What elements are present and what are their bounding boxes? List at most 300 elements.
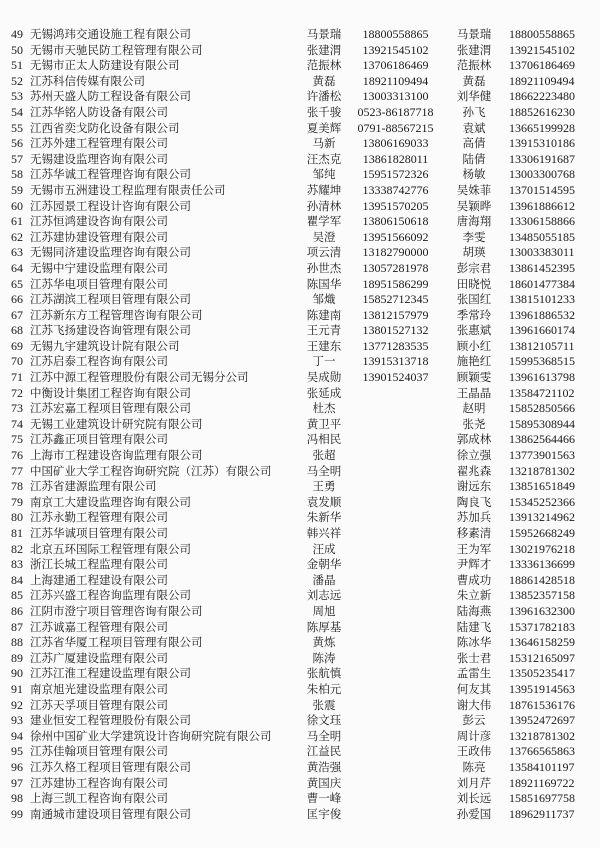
row-number: 80 <box>11 510 23 525</box>
company-name: 江苏科信传媒有限公司 <box>30 73 145 88</box>
contact-phone-1 <box>352 807 439 823</box>
company-name: 中国矿业大学工程咨询研究院（江苏）有限公司 <box>30 463 272 478</box>
company-name: 江苏江淮工程建设监理有限公司 <box>30 666 191 681</box>
company-name: 江阴市澄宁项目管理咨询有限公司 <box>30 603 203 618</box>
company-name: 江苏永勤工程管理有限公司 <box>30 510 168 525</box>
company-name: 南京旭光建设监理有限公司 <box>30 681 168 696</box>
contact-person-2: 李雯 <box>462 229 486 244</box>
contact-person-2: 唐海翔 <box>456 214 492 229</box>
contact-phone-2: 13701514595 <box>509 182 575 197</box>
contact-person-2: 王晶晶 <box>456 385 492 400</box>
contact-phone-1 <box>352 401 439 417</box>
contact-phone-1: 18951586299 <box>362 276 429 291</box>
contact-person-1: 孙世杰 <box>306 260 342 275</box>
contact-person-2: 周计彦 <box>456 728 492 743</box>
company-name: 浙江长城工程监理有限公司 <box>30 557 168 572</box>
table-row <box>4 27 599 43</box>
contact-phone-2: 13021976218 <box>509 541 575 556</box>
contact-table-body <box>4 27 599 822</box>
contact-person-2: 曹成功 <box>456 572 492 587</box>
contact-phone-2: 13003383011 <box>509 245 575 260</box>
contact-person-2: 吴姝菲 <box>456 182 492 197</box>
contact-phone-1 <box>352 713 439 729</box>
contact-person-1: 孙清林 <box>306 198 342 213</box>
company-name: 无锡工业建筑设计研究院有限公司 <box>30 416 203 431</box>
contact-phone-1 <box>352 760 439 776</box>
company-name: 江苏新东方工程管理咨询有限公司 <box>30 307 203 322</box>
company-name: 江苏佳翰项目管理有限公司 <box>30 744 168 759</box>
contact-person-1: 张延成 <box>306 385 342 400</box>
table-row <box>4 682 599 698</box>
company-name: 江苏华电项目管理有限公司 <box>30 276 168 291</box>
company-name: 江苏广厦建设监理有限公司 <box>30 650 168 665</box>
table-row <box>4 464 599 480</box>
company-name: 江苏恒鸿建设咨询有限公司 <box>30 214 168 229</box>
contact-phone-2: 13485055185 <box>509 229 575 244</box>
contact-phone-1 <box>352 479 439 495</box>
company-name: 无锡市正太人防建设有限公司 <box>30 58 180 73</box>
row-number: 75 <box>11 432 23 447</box>
contact-person-2: 张国红 <box>456 292 492 307</box>
table-row <box>4 74 599 90</box>
contact-person-2: 谢远东 <box>456 479 492 494</box>
contact-person-2: 高倩 <box>462 136 486 151</box>
contact-phone-2: 15852850566 <box>509 401 575 416</box>
contact-phone-1: 0523-86187718 <box>357 104 434 119</box>
contact-phone-1: 13901524037 <box>362 370 429 385</box>
contact-phone-1 <box>352 791 439 807</box>
contact-person-1: 韩兴祥 <box>306 526 342 540</box>
row-number: 93 <box>11 713 23 728</box>
table-row <box>4 261 599 277</box>
table-row <box>4 105 599 121</box>
row-number: 79 <box>11 494 23 509</box>
company-name: 建业恒安工程管理股份有限公司 <box>30 713 191 728</box>
contact-person-2: 谢大伟 <box>456 697 492 712</box>
table-row <box>4 58 599 74</box>
contact-person-1: 马全明 <box>306 728 342 743</box>
table-row <box>4 89 599 105</box>
contact-phone-1 <box>352 495 439 511</box>
row-number: 51 <box>11 58 23 73</box>
row-number: 74 <box>11 416 23 431</box>
table-row <box>4 526 599 542</box>
row-number: 78 <box>11 479 23 494</box>
contact-person-2: 郭成林 <box>456 432 492 447</box>
company-name: 江苏园景工程设计咨询有限公司 <box>30 198 191 213</box>
contact-person-1: 张建渭 <box>306 42 342 57</box>
company-name: 江苏中源工程管理股份有限公司无锡分公司 <box>30 370 249 385</box>
table-row <box>4 776 599 792</box>
table-row <box>4 744 599 760</box>
contact-phone-2: 13306191687 <box>509 151 575 166</box>
table-row <box>4 432 599 448</box>
contact-person-2: 施艳红 <box>456 354 492 369</box>
contact-phone-1: 13951566092 <box>362 229 429 244</box>
table-row <box>4 635 599 651</box>
contact-person-1: 袁发顺 <box>306 494 342 509</box>
row-number: 61 <box>11 214 23 229</box>
contact-phone-1 <box>352 604 439 620</box>
contact-person-1: 邹熾 <box>312 292 336 307</box>
table-row <box>4 791 599 807</box>
table-row <box>4 354 599 370</box>
contact-person-1: 周旭 <box>312 603 336 618</box>
contact-person-1: 邹纯 <box>312 167 336 182</box>
table-row <box>4 183 599 199</box>
company-name: 江苏湖滨工程项目管理有限公司 <box>30 292 191 307</box>
company-name: 江苏兴盛工程咨询监理有限公司 <box>30 588 191 603</box>
table-row <box>4 339 599 355</box>
company-name: 江苏宏嘉工程项目管理有限公司 <box>30 401 191 416</box>
table-row <box>4 308 599 324</box>
row-number: 76 <box>11 448 23 463</box>
contact-phone-1 <box>352 635 439 651</box>
company-name: 江苏省建源监理有限公司 <box>30 479 157 494</box>
contact-person-2: 彭宗君 <box>456 260 492 275</box>
company-name: 无锡市五洲建设工程监理有限责任公司 <box>30 182 226 197</box>
contact-phone-2: 18601477384 <box>509 276 575 291</box>
contact-person-2: 刘长远 <box>456 791 492 806</box>
table-row <box>4 760 599 776</box>
table-row <box>4 651 599 667</box>
contact-person-2: 孙飞 <box>462 104 486 119</box>
contact-phone-1: 13915313718 <box>362 354 429 369</box>
row-number: 92 <box>11 697 23 712</box>
contact-person-1: 王建东 <box>306 338 342 353</box>
company-name: 江苏诚嘉工程管理有限公司 <box>30 619 168 634</box>
table-row <box>4 604 599 620</box>
contact-person-1: 曹一峰 <box>306 791 342 806</box>
contact-phone-1: 13861828011 <box>362 151 429 166</box>
contact-person-1: 朱柏元 <box>306 681 342 696</box>
contact-person-1: 黄浩强 <box>306 759 342 774</box>
contact-person-1: 项云清 <box>306 245 342 260</box>
contact-phone-1 <box>352 448 439 464</box>
contact-phone-1: 13801527132 <box>362 323 429 338</box>
contact-phone-2: 13773901563 <box>509 448 575 463</box>
contact-phone-2: 18962911737 <box>509 806 575 821</box>
table-row <box>4 698 599 714</box>
contact-person-1: 江益民 <box>306 744 342 759</box>
row-number: 87 <box>11 619 23 634</box>
contact-phone-1 <box>352 417 439 433</box>
contact-phone-2: 15995368515 <box>509 354 575 369</box>
contact-person-2: 刘月芹 <box>456 775 492 790</box>
row-number: 62 <box>11 229 23 244</box>
table-row <box>4 573 599 589</box>
row-number: 70 <box>11 354 23 369</box>
company-name: 南通城市建设项目管理有限公司 <box>30 806 191 821</box>
contact-person-1: 王元青 <box>306 323 342 338</box>
row-number: 98 <box>11 791 23 806</box>
company-name: 苏州天盛人防工程设备有限公司 <box>30 89 191 104</box>
row-number: 59 <box>11 182 23 197</box>
row-number: 84 <box>11 572 23 587</box>
contact-phone-2: 13336136699 <box>509 557 575 572</box>
contact-person-2: 张士君 <box>456 650 492 665</box>
row-number: 94 <box>11 728 23 743</box>
table-row <box>4 43 599 59</box>
table-row <box>4 620 599 636</box>
row-number: 49 <box>11 27 23 41</box>
contact-person-1: 吴成勋 <box>306 370 342 385</box>
contact-phone-2: 15851697758 <box>509 791 575 806</box>
contact-phone-1 <box>352 573 439 589</box>
table-row <box>4 292 599 308</box>
contact-person-1: 吴澄 <box>312 229 336 244</box>
row-number: 58 <box>11 167 23 182</box>
contact-person-2: 杨敏 <box>462 167 486 182</box>
contact-person-2: 张建渭 <box>456 42 492 57</box>
contact-phone-2: 13584721102 <box>509 385 575 400</box>
contact-phone-2: 13961613798 <box>509 370 575 385</box>
row-number: 99 <box>11 806 23 821</box>
row-number: 82 <box>11 541 23 556</box>
contact-phone-2: 15345252366 <box>509 494 575 509</box>
contact-person-1: 张航慎 <box>306 666 342 681</box>
company-name: 上海市工程建设咨询监理有限公司 <box>30 448 203 463</box>
contact-phone-1 <box>352 432 439 448</box>
contact-table <box>4 27 599 822</box>
contact-phone-1 <box>352 557 439 573</box>
row-number: 50 <box>11 42 23 57</box>
contact-person-2: 翟兆森 <box>456 463 492 478</box>
contact-person-2: 黄磊 <box>462 73 486 88</box>
row-number: 53 <box>11 89 23 104</box>
company-name: 江苏飞扬建设咨询管理有限公司 <box>30 323 191 338</box>
company-name: 徐州中国矿业大学建筑设计咨询研究院有限公司 <box>30 728 272 743</box>
company-name: 无锡同济建设监理咨询有限公司 <box>30 245 191 260</box>
table-row <box>4 448 599 464</box>
company-name: 南京工大建设监理咨询有限公司 <box>30 494 191 509</box>
company-name: 北京五环国际工程管理有限公司 <box>30 541 191 556</box>
table-row <box>4 323 599 339</box>
row-number: 67 <box>11 307 23 322</box>
contact-phone-1 <box>352 464 439 480</box>
table-row <box>4 167 599 183</box>
contact-person-2: 陆倩 <box>462 151 486 166</box>
contact-phone-1 <box>352 386 439 402</box>
contact-person-1: 夏美辉 <box>306 120 342 135</box>
contact-phone-2: 13952472697 <box>509 713 575 728</box>
contact-phone-2: 13913214962 <box>509 510 575 525</box>
contact-phone-2: 18861428518 <box>509 572 575 587</box>
contact-phone-1: 13338742776 <box>362 182 429 197</box>
contact-phone-1: 15951572326 <box>362 167 429 182</box>
contact-person-2: 赵明 <box>462 401 486 416</box>
contact-phone-2: 13306158866 <box>509 214 575 229</box>
row-number: 81 <box>11 526 23 540</box>
contact-person-2: 陈冰华 <box>456 635 492 650</box>
contact-person-2: 张尧 <box>462 416 486 431</box>
contact-phone-2: 15312165097 <box>509 650 575 665</box>
contact-phone-1: 13806169033 <box>362 136 429 151</box>
table-row <box>4 666 599 682</box>
contact-phone-1: 13182790000 <box>362 245 429 260</box>
contact-person-2: 何友其 <box>456 681 492 696</box>
contact-phone-2: 13584101197 <box>509 759 575 774</box>
contact-phone-1: 15852712345 <box>362 292 429 307</box>
contact-phone-1: 18921109494 <box>362 73 429 88</box>
contact-phone-2: 13951914563 <box>509 681 575 696</box>
row-number: 90 <box>11 666 23 681</box>
contact-phone-1: 13806150618 <box>362 214 429 229</box>
contact-person-2: 移素清 <box>456 526 492 540</box>
table-row <box>4 245 599 261</box>
contact-phone-2: 15371782183 <box>509 619 575 634</box>
contact-phone-1 <box>352 776 439 792</box>
contact-phone-2: 15952668249 <box>509 526 575 540</box>
contact-phone-2: 13766565863 <box>509 744 575 759</box>
contact-person-1: 张超 <box>312 448 336 463</box>
contact-person-2: 苏加兵 <box>456 510 492 525</box>
contact-phone-2: 18921109494 <box>509 73 575 88</box>
contact-person-1: 徐文珏 <box>306 713 342 728</box>
contact-phone-1 <box>352 588 439 604</box>
table-row <box>4 152 599 168</box>
table-row <box>4 121 599 137</box>
contact-person-2: 陈亮 <box>462 759 486 774</box>
contact-phone-2: 13706186469 <box>509 58 575 73</box>
contact-phone-2: 13921545102 <box>509 42 575 57</box>
row-number: 91 <box>11 681 23 696</box>
row-number: 89 <box>11 650 23 665</box>
table-row <box>4 136 599 152</box>
contact-person-1: 许潘松 <box>306 89 342 104</box>
company-name: 江苏外建工程管理有限公司 <box>30 136 168 151</box>
contact-phone-1 <box>352 651 439 667</box>
contact-phone-2: 13851651849 <box>509 479 575 494</box>
table-row <box>4 588 599 604</box>
contact-person-1: 马全明 <box>306 463 342 478</box>
contact-phone-2: 13646158259 <box>509 635 575 650</box>
contact-person-2: 孙爱国 <box>456 806 492 821</box>
company-name: 上海建通工程建设有限公司 <box>30 572 168 587</box>
company-name: 江苏建协工程咨询有限公司 <box>30 775 168 790</box>
row-number: 52 <box>11 73 23 88</box>
contact-phone-2: 18662223480 <box>509 89 575 104</box>
row-number: 73 <box>11 401 23 416</box>
company-name: 江苏久格工程项目管理有限公司 <box>30 759 191 774</box>
contact-person-2: 范振林 <box>456 58 492 73</box>
contact-person-1: 黄磊 <box>312 73 336 88</box>
contact-person-2: 顾小红 <box>456 338 492 353</box>
company-name: 江苏华诚工程管理咨询有限公司 <box>30 167 191 182</box>
contact-phone-2: 13505235417 <box>509 666 575 681</box>
contact-phone-1 <box>352 542 439 558</box>
company-name: 江苏建协建设管理有限公司 <box>30 229 168 244</box>
contact-person-2: 徐立强 <box>456 448 492 463</box>
contact-person-1: 瞿学军 <box>306 214 342 229</box>
contact-person-1: 金朝华 <box>306 557 342 572</box>
contact-person-1: 刘志远 <box>306 588 342 603</box>
company-name: 无锡建设监理咨询有限公司 <box>30 151 168 166</box>
contact-phone-1 <box>352 729 439 745</box>
contact-phone-1 <box>352 682 439 698</box>
company-name: 无锡市天驰民防工程管理有限公司 <box>30 42 203 57</box>
table-row <box>4 807 599 823</box>
contact-phone-2: 13961660174 <box>509 323 575 338</box>
contact-person-1: 陈厚基 <box>306 619 342 634</box>
company-name: 中衡设计集团工程咨询有限公司 <box>30 385 191 400</box>
table-row <box>4 510 599 526</box>
contact-person-1: 苏耀坤 <box>306 182 342 197</box>
contact-person-2: 孟雷生 <box>456 666 492 681</box>
contact-person-2: 朱立新 <box>456 588 492 603</box>
contact-phone-1 <box>352 526 439 542</box>
contact-phone-1: 13706186469 <box>362 58 429 73</box>
contact-phone-1: 13057281978 <box>362 260 429 275</box>
contact-person-2: 刘华健 <box>456 89 492 104</box>
contact-person-1: 匡宇俊 <box>306 806 342 821</box>
contact-phone-1 <box>352 510 439 526</box>
table-row <box>4 542 599 558</box>
table-row <box>4 370 599 386</box>
contact-phone-1: 13951570205 <box>362 198 429 213</box>
contact-phone-1: 18800558865 <box>362 27 429 41</box>
contact-person-1: 潘晶 <box>312 572 336 587</box>
contact-person-1: 陈国华 <box>306 276 342 291</box>
table-row <box>4 557 599 573</box>
contact-phone-2: 13003300768 <box>509 167 575 182</box>
contact-phone-1 <box>352 744 439 760</box>
contact-person-1: 朱新华 <box>306 510 342 525</box>
row-number: 68 <box>11 323 23 338</box>
contact-person-2: 胡瑛 <box>462 245 486 260</box>
contact-person-2: 吴颖晔 <box>456 198 492 213</box>
contact-person-1: 丁一 <box>312 354 336 369</box>
row-number: 72 <box>11 385 23 400</box>
contact-phone-2: 13812105711 <box>509 338 575 353</box>
contact-person-2: 陆海燕 <box>456 603 492 618</box>
contact-person-1: 范振林 <box>306 58 342 73</box>
row-number: 57 <box>11 151 23 166</box>
contact-phone-2: 13961632300 <box>509 603 575 618</box>
table-row <box>4 214 599 230</box>
contact-phone-2: 18852616230 <box>509 104 575 119</box>
contact-phone-2: 18921169722 <box>509 775 575 790</box>
contact-person-1: 王勇 <box>312 479 336 494</box>
company-name: 无锡九宇建筑设计院有限公司 <box>30 338 180 353</box>
contact-phone-1 <box>352 620 439 636</box>
company-name: 江苏启泰工程咨询有限公司 <box>30 354 168 369</box>
row-number: 55 <box>11 120 23 135</box>
contact-person-2: 王政伟 <box>456 744 492 759</box>
contact-person-1: 汪杰克 <box>306 151 342 166</box>
company-name: 江西省奕戈防化设备有限公司 <box>30 120 180 135</box>
contact-person-2: 陆建飞 <box>456 619 492 634</box>
table-row <box>4 417 599 433</box>
company-name: 江苏天孚项目管理有限公司 <box>30 697 168 712</box>
contact-phone-1: 13921545102 <box>362 42 429 57</box>
row-number: 64 <box>11 260 23 275</box>
contact-phone-1: 13003313100 <box>362 89 429 104</box>
row-number: 63 <box>11 245 23 260</box>
row-number: 66 <box>11 292 23 307</box>
row-number: 77 <box>11 463 23 478</box>
contact-person-1: 马新 <box>312 136 336 151</box>
row-number: 97 <box>11 775 23 790</box>
contact-phone-2: 13862564466 <box>509 432 575 447</box>
table-row <box>4 713 599 729</box>
row-number: 85 <box>11 588 23 603</box>
row-number: 71 <box>11 370 23 385</box>
row-number: 88 <box>11 635 23 650</box>
contact-person-2: 季常玲 <box>456 307 492 322</box>
table-row <box>4 479 599 495</box>
contact-phone-2: 13218781302 <box>509 463 575 478</box>
